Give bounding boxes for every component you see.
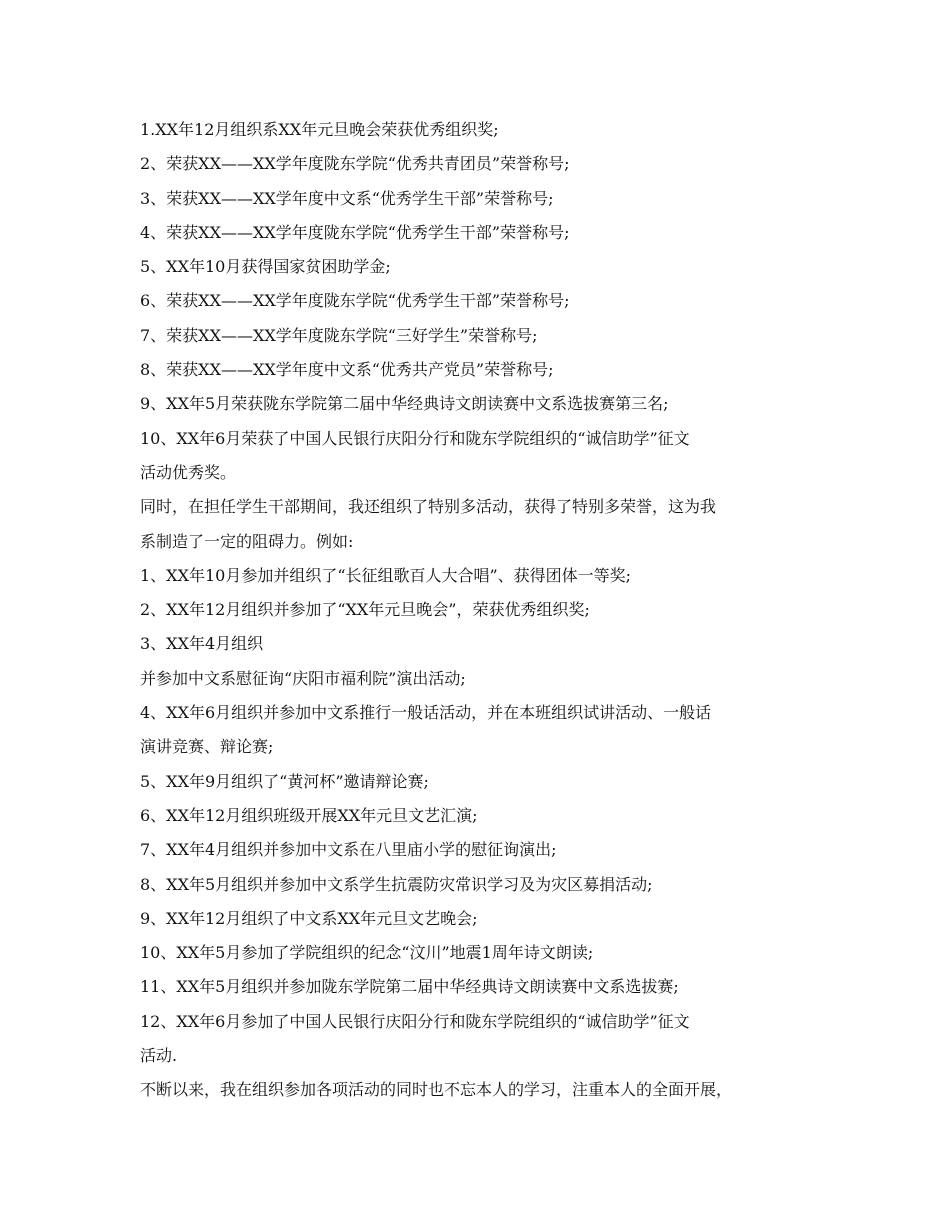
text-line: 10、XX年6月荣获了中国人民银行庆阳分行和陇东学院组织的“诚信助学”征文 [140, 428, 690, 448]
text-line: 1、XX年10月参加并组织了“长征组歌百人大合唱”、获得团体一等奖; [140, 565, 632, 585]
text-line: 9、XX年12月组织了中文系XX年元旦文艺晚会; [140, 908, 478, 928]
text-line: 3、XX年4月组织 [140, 634, 264, 654]
text-line: 系制造了一定的阻碍力。例如: [140, 531, 354, 551]
text-line: 4、荣获XX——XX学年度陇东学院“优秀学生干部”荣誉称号; [140, 222, 570, 242]
text-line: 8、XX年5月组织并参加中文系学生抗震防灾常识学习及为灾区募捐活动; [140, 874, 653, 894]
text-line: 演讲竞赛、辩论赛; [140, 737, 274, 757]
document-body [140, 113, 820, 1108]
text-line: 12、XX年6月参加了中国人民银行庆阳分行和陇东学院组织的“诚信助学”征文 [140, 1011, 690, 1031]
text-line: 11、XX年5月组织并参加陇东学院第二届中华经典诗文朗读赛中文系选拔赛; [140, 977, 679, 997]
text-line: 活动. [140, 1046, 178, 1066]
text-line: 6、XX年12月组织班级开展XX年元旦文艺汇演; [140, 805, 478, 825]
text-line: 6、荣获XX——XX学年度陇东学院“优秀学生干部”荣誉称号; [140, 291, 570, 311]
text-line: 5、XX年10月获得国家贫困助学金; [140, 257, 391, 277]
text-line: 2、XX年12月组织并参加了“XX年元旦晚会”，荣获优秀组织奖; [140, 600, 590, 620]
text-line: 5、XX年9月组织了“黄河杯”邀请辩论赛; [140, 771, 429, 791]
text-line: 不断以来，我在组织参加各项活动的同时也不忘本人的学习，注重本人的全面开展， [140, 1080, 733, 1100]
text-line: 3、荣获XX——XX学年度中文系“优秀学生干部”荣誉称号; [140, 188, 554, 208]
text-line: 7、XX年4月组织并参加中文系在八里庙小学的慰征询演出; [140, 840, 557, 860]
text-line: 同时，在担任学生干部期间，我还组织了特别多活动，获得了特别多荣誉，这为我 [140, 497, 717, 517]
text-line: 8、荣获XX——XX学年度中文系“优秀共产党员”荣誉称号; [140, 360, 554, 380]
text-line: 2、荣获XX——XX学年度陇东学院“优秀共青团员”荣誉称号; [140, 154, 570, 174]
text-line: 4、XX年6月组织并参加中文系推行一般话活动，并在本班组织试讲活动、一般话 [140, 703, 712, 723]
text-line: 1.XX年12月组织系XX年元旦晚会荣获优秀组织奖; [140, 120, 499, 139]
text-line: 并参加中文系慰征询“庆阳市福利院”演出活动; [140, 668, 466, 688]
text-line: 7、荣获XX——XX学年度陇东学院“三好学生”荣誉称号; [140, 325, 538, 345]
text-line: 9、XX年5月荣获陇东学院第二届中华经典诗文朗读赛中文系选拔赛第三名; [140, 394, 669, 414]
text-line: 活动优秀奖。 [140, 462, 237, 482]
text-line: 10、XX年5月参加了学院组织的纪念“汶川”地震1周年诗文朗读; [140, 943, 594, 963]
